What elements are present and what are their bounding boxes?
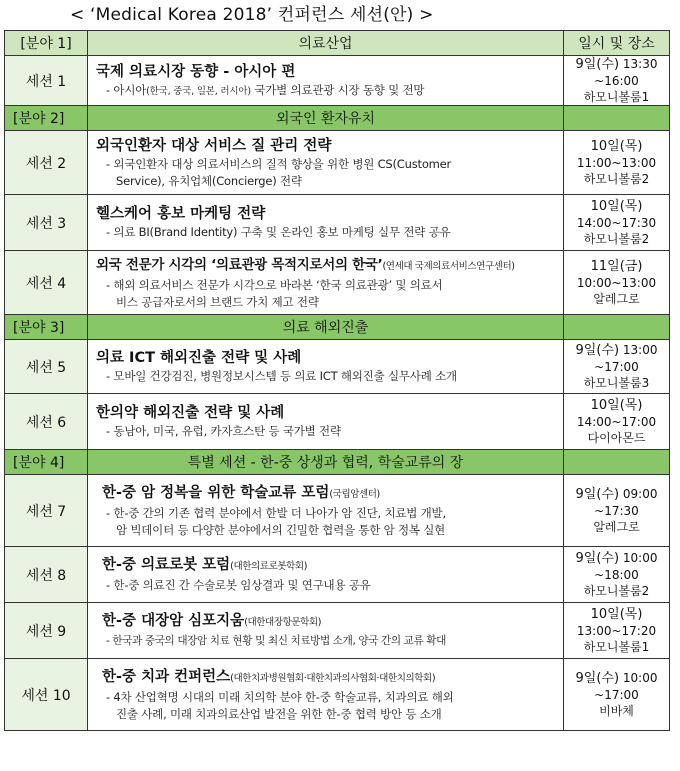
session-date: 9일(수) (575, 551, 620, 566)
session-title: 국제 의료시장 동향 - 아시아 편 (96, 63, 296, 80)
session-host-note: (대한의료로봇학회) (230, 561, 308, 572)
session-place: 하모니볼룸2 (583, 584, 650, 598)
session-time-end: ~18:00 (594, 568, 639, 582)
session-content (88, 547, 564, 603)
session-title: 한-중 치과 컨퍼런스 (102, 668, 231, 685)
session-description: - 한-중 의료진 간 수술로봇 임상결과 및 연구내용 공유 (106, 578, 371, 592)
session-label: 세션 4 (5, 251, 88, 315)
session-time-start: 10:00 (619, 671, 658, 685)
session-label: 세션 3 (5, 195, 88, 251)
session-time-start: 09:00 (619, 487, 658, 501)
table-header-row (5, 31, 670, 56)
session-date: 9일(수) (575, 57, 620, 72)
session-place: 하모니볼룸2 (583, 231, 650, 246)
session-description: - 동남아, 미국, 유럽, 카자흐스탄 등 국가별 전략 (106, 424, 341, 438)
session-description: Service), 유치업체(Concierge) 전략 (116, 173, 302, 188)
session-description (96, 82, 557, 100)
session-time-start: 10:00 (619, 551, 658, 565)
session-description: 비스 공급자로서의 브랜드 가치 제고 전략 (116, 294, 319, 309)
session-description: - 의료 BI(Brand Identity) 구축 및 온라인 홍보 마케팅 실무 전략 공유 (106, 225, 451, 239)
schedule-header: 일시 및 장소 (564, 31, 670, 56)
session-description: 암 빅데이터 등 다양한 분야에서의 긴밀한 협력을 통한 암 정복 실현 (116, 522, 446, 537)
session-label: 세션 5 (5, 340, 88, 394)
session-title: 외국인환자 대상 서비스 질 관리 전략 (96, 137, 332, 154)
session-date: 9일(수) (575, 343, 620, 358)
desc-text: - 아시아 (106, 82, 147, 97)
session-content (88, 131, 564, 195)
session-schedule (564, 56, 670, 106)
session-title: 한-중 대장암 심포지움 (102, 613, 245, 629)
session-row (5, 131, 670, 195)
session-place: 하모니볼룸3 (583, 376, 650, 390)
field-2-name: 외국인 환자유치 (88, 106, 564, 131)
session-label: 세션 6 (5, 394, 88, 450)
session-date: 10일(목) (590, 606, 643, 622)
field-empty-cell (564, 315, 670, 340)
session-host-note: (연세대 국제의료서비스연구센터) (382, 260, 515, 272)
session-description: - 한-중 간의 기존 협력 분야에서 한발 더 나아가 암 진단, 치료법 개발, (106, 505, 446, 520)
session-title: 한의약 해외진출 전략 및 사례 (96, 405, 285, 421)
session-time: 14:00~17:00 (576, 414, 657, 429)
session-host-note: (대한대장항문학회) (244, 617, 322, 628)
session-place: 하모니볼룸2 (583, 171, 650, 186)
session-label: 세션 1 (5, 56, 88, 106)
session-row (5, 475, 670, 547)
session-content (88, 340, 564, 394)
field-empty-cell (564, 450, 670, 475)
session-label: 세션 10 (5, 659, 88, 731)
session-title-line (96, 611, 557, 633)
session-time-start: 13:00 (619, 343, 658, 357)
session-schedule (564, 131, 670, 195)
session-place: 알레그로 (593, 520, 640, 534)
session-title: 외국 전문가 시각의 ‘의료관광 목적지로서의 한국’ (96, 256, 383, 273)
session-date: 10일(목) (590, 138, 643, 154)
session-date: 10일(목) (590, 198, 643, 214)
session-time-end: ~17:00 (594, 360, 639, 374)
session-time: 13:00~17:20 (576, 623, 657, 638)
session-place: 알레그로 (593, 291, 640, 306)
field-2-label: [분야 2] (5, 106, 88, 131)
session-row (5, 56, 670, 106)
session-time: 14:00~17:30 (576, 215, 657, 230)
session-title-line (96, 483, 557, 505)
session-content (88, 394, 564, 450)
session-label: 세션 7 (5, 475, 88, 547)
session-row (5, 659, 670, 731)
session-content (88, 603, 564, 659)
session-time-end: ~17:30 (594, 504, 639, 518)
session-time: 10:00~13:00 (576, 275, 657, 290)
session-title: 한-중 암 정복을 위한 학술교류 포럼 (102, 484, 330, 501)
field-4-name: 특별 세션 - 한-중 상생과 협력, 학술교류의 장 (88, 450, 564, 475)
session-host-note: (대한치과병원협회·대한치과의사협회·대한치의학회) (230, 672, 436, 684)
session-label: 세션 2 (5, 131, 88, 195)
session-description: - 모바일 건강검진, 병원정보시스템 등 의료 ICT 해외진출 실무사례 소개 (106, 369, 457, 383)
session-label: 세션 8 (5, 547, 88, 603)
field-row (5, 450, 670, 475)
session-table (4, 30, 670, 731)
field-3-label: [분야 3] (5, 315, 88, 340)
session-time: 11:00~13:00 (576, 155, 657, 170)
session-row (5, 547, 670, 603)
session-label: 세션 9 (5, 603, 88, 659)
session-content (88, 475, 564, 547)
session-schedule (564, 340, 670, 394)
session-date: 9일(수) (575, 487, 620, 502)
session-description: - 한국과 중국의 대장암 치료 현황 및 최신 치료방법 소개, 양국 간의 교류 확대 (106, 635, 446, 647)
session-place: 하모니볼룸1 (583, 639, 650, 654)
session-title: 한-중 의료로봇 포럼 (102, 557, 231, 573)
session-host-note: (국립암센터) (329, 488, 380, 500)
field-4-label: [분야 4] (5, 450, 88, 475)
field-row (5, 106, 670, 131)
session-content (88, 251, 564, 315)
session-content (88, 195, 564, 251)
session-schedule (564, 251, 670, 315)
session-title: 의료 ICT 해외진출 전략 및 사례 (96, 350, 302, 366)
session-title-line (96, 555, 557, 577)
session-description: - 해외 의료서비스 전문가 시각으로 바라본 ‘한국 의료관광’ 및 의료서 (106, 277, 443, 292)
session-time-end: ~16:00 (594, 74, 639, 88)
field-1-name: 의료산업 (88, 31, 564, 56)
session-time-end: ~17:00 (594, 688, 639, 702)
session-place: 비바체 (599, 704, 634, 718)
session-schedule (564, 659, 670, 731)
session-schedule (564, 603, 670, 659)
session-row (5, 603, 670, 659)
session-schedule (564, 394, 670, 450)
document-title: < ‘Medical Korea 2018’ 컨퍼런스 세션(안) > (70, 5, 434, 25)
desc-text: 국가별 의료관광 시장 동향 및 전망 (250, 82, 425, 97)
session-description: - 외국인환자 대상 의료서비스의 질적 향상을 위한 병원 CS(Customer (106, 156, 452, 171)
field-empty-cell (564, 106, 670, 131)
session-place: 다이아몬드 (587, 430, 646, 445)
session-title: 헬스케어 홍보 마케팅 전략 (96, 206, 266, 222)
session-row (5, 251, 670, 315)
session-schedule (564, 195, 670, 251)
field-1-label: [분야 1] (5, 31, 88, 56)
session-row (5, 195, 670, 251)
session-date: 9일(수) (575, 671, 620, 686)
field-3-name: 의료 해외진출 (88, 315, 564, 340)
session-row (5, 340, 670, 394)
session-description: - 4차 산업혁명 시대의 미래 치의학 분야 한-중 학술교류, 치과의료 해외 (106, 689, 454, 704)
session-date: 11일(금) (590, 258, 643, 274)
field-row (5, 315, 670, 340)
session-schedule (564, 547, 670, 603)
session-schedule (564, 475, 670, 547)
session-time-start: 13:30 (619, 57, 658, 71)
session-content (88, 56, 564, 106)
desc-small-text: (한국, 중국, 일본, 러시아) (146, 85, 251, 97)
session-place: 하모니볼룸1 (583, 90, 650, 104)
session-description: 진출 사례, 미래 치과의료산업 발전을 위한 한-중 협력 방안 등 소개 (116, 706, 442, 721)
session-date: 10일(목) (590, 397, 643, 413)
session-title-line (96, 667, 557, 689)
session-row (5, 394, 670, 450)
session-content (88, 659, 564, 731)
session-title-line (96, 255, 557, 277)
